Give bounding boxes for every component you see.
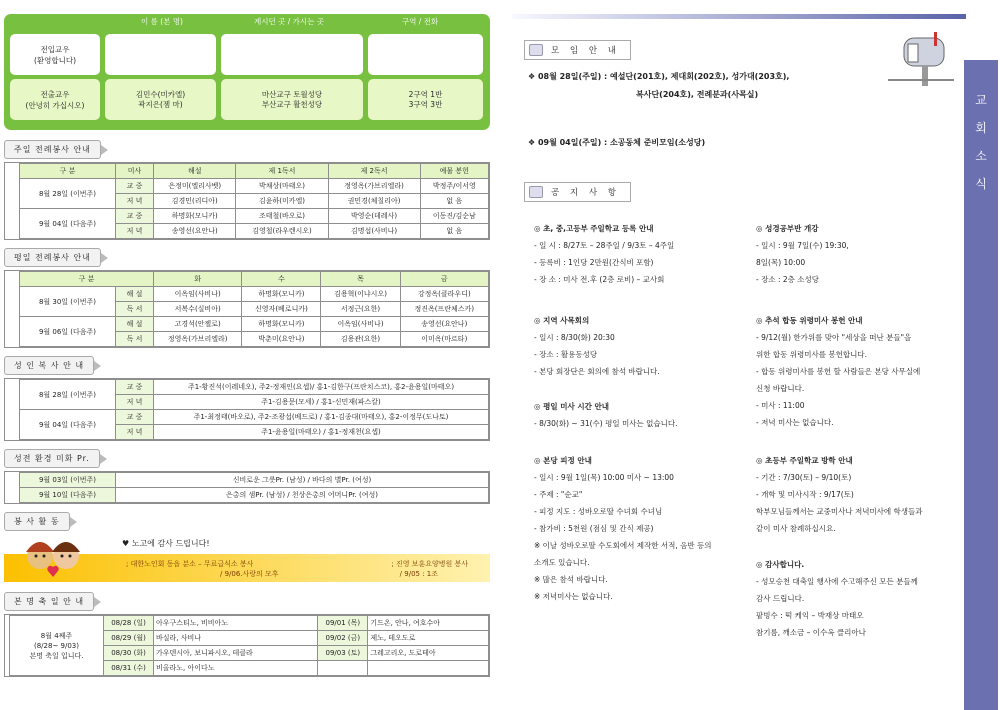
altar-table bbox=[19, 379, 489, 440]
notice-thanks bbox=[756, 556, 918, 641]
col-header: 구 분 bbox=[20, 272, 154, 287]
notice-section-title: 공 지 사 항 bbox=[524, 182, 631, 202]
feast-names: 바실라, 사비나 bbox=[154, 631, 318, 646]
feast-names: 비올라노, 아이다노 bbox=[154, 661, 318, 676]
children-table bbox=[19, 472, 489, 503]
mass-cell: 교 중 bbox=[116, 209, 154, 224]
feast-side-cell: 8월 4째주 (8/28~ 9/03) 본명 축일 입니다. bbox=[10, 616, 104, 676]
col-header: 제 2독서 bbox=[328, 164, 420, 179]
cell: 주1-최정태(바오로), 주2-조광섭(베드로) / 홍1-김종대(마태오), 홍2-이정무(도나토) bbox=[154, 410, 489, 425]
cell: 김경민(리디아) bbox=[154, 194, 236, 209]
col-header: 제 1독서 bbox=[236, 164, 328, 179]
cell: 김용관(요한) bbox=[321, 332, 400, 347]
date-cell: 8월 30일 (이번주) bbox=[20, 287, 116, 317]
feast-section-title: 본 명 축 일 안 내 bbox=[4, 592, 94, 611]
newcomer-out-zone: 2구역 1반 3구역 3반 bbox=[368, 79, 483, 120]
mass-cell: 교 중 bbox=[116, 410, 154, 425]
feast-table-wrap bbox=[4, 614, 490, 677]
side-title-char: 소 bbox=[975, 149, 987, 163]
table-row bbox=[20, 179, 489, 194]
cell: 박정주/이서영 bbox=[420, 179, 488, 194]
cell: 김영철(라우렌시오) bbox=[236, 224, 328, 239]
date-cell: 8월 28일 (이번주) bbox=[20, 179, 116, 209]
cell: 하명화(모니카) bbox=[154, 209, 236, 224]
newcomer-header-place: 계시던 곳 / 가시는 곳 bbox=[253, 17, 325, 26]
col-header: 금 bbox=[400, 272, 488, 287]
feast-date: 08/29 (월) bbox=[104, 631, 154, 646]
bongsa-line2-right: / 9/05 : 1조 bbox=[399, 570, 438, 578]
bongsa-banner bbox=[4, 538, 490, 584]
newcomer-in-label: 전입교우 (환영합니다) bbox=[10, 34, 100, 75]
cell: 권민경(체칠리아) bbox=[328, 194, 420, 209]
date-cell: 8월 28일 (이번주) bbox=[20, 380, 116, 410]
date-cell: 9월 04일 (다음주) bbox=[20, 209, 116, 239]
cell: 박영순(데레사) bbox=[328, 209, 420, 224]
cell: 이동진/김순남 bbox=[420, 209, 488, 224]
feast-date bbox=[318, 661, 368, 676]
feast-names bbox=[368, 661, 489, 676]
newcomer-in-zone bbox=[368, 34, 483, 75]
left-page bbox=[4, 14, 490, 677]
cell: 서복수(실비아) bbox=[154, 302, 242, 317]
notice-district-meeting bbox=[534, 312, 660, 380]
cell: 정영옥(가브리엘라) bbox=[154, 332, 242, 347]
altar-section-title: 성 인 복 사 안 내 bbox=[4, 356, 94, 375]
bongsa-line1-left: ; 대한노인회 동읍 분소 – 무료급식소 봉사 bbox=[126, 560, 254, 568]
cell: 주1-윤용일(마태오) / 홍1-정재천(요셉) bbox=[154, 425, 489, 440]
cell: 신비로운 그릇Pr. (남성) / 바다의 별Pr. (여성) bbox=[116, 473, 489, 488]
newcomer-in-name bbox=[105, 34, 216, 75]
mailbox-icon bbox=[884, 30, 958, 90]
newcomer-row-out bbox=[10, 79, 484, 120]
table-row bbox=[10, 616, 489, 631]
notice-title: ◎ 초, 중,고등부 주일학교 등록 안내 bbox=[534, 224, 654, 233]
notice-body: - 8/30(화) ~ 31(수) 평일 미사는 없습니다. bbox=[534, 419, 678, 428]
sunday-section-title: 주일 전례봉사 안내 bbox=[4, 140, 101, 159]
date-cell: 9월 10일 (다음주) bbox=[20, 488, 116, 503]
newcomer-box bbox=[4, 14, 490, 130]
newcomer-out-name: 김민수(미카엘) 곽지은(젬 마) bbox=[105, 79, 216, 120]
cell: 주1-김용문(모세) / 홍1-신민재(파스칼) bbox=[154, 395, 489, 410]
side-title-char: 회 bbox=[975, 121, 987, 135]
side-title-char: 식 bbox=[975, 177, 987, 191]
bongsa-thanks: ♥ 노고에 감사 드립니다! bbox=[122, 539, 210, 548]
col-header: 미사 bbox=[116, 164, 154, 179]
cell: 이옥임(사비나) bbox=[154, 287, 242, 302]
mass-cell: 저 녁 bbox=[116, 224, 154, 239]
meeting-section-title: 모 임 안 내 bbox=[524, 40, 631, 60]
cell: 서정근(요한) bbox=[321, 302, 400, 317]
couple-illustration-icon bbox=[18, 534, 88, 586]
cell: 이옥임(사비나) bbox=[321, 317, 400, 332]
notice-title: ◎ 본당 피정 안내 bbox=[534, 456, 592, 465]
date-cell: 9월 06일 (다음주) bbox=[20, 317, 116, 347]
cell: 이미옥(마르타) bbox=[400, 332, 488, 347]
bongsa-section-title: 봉 사 활 동 bbox=[4, 512, 70, 531]
cell: 박춘미(요안나) bbox=[242, 332, 321, 347]
mass-cell: 저 녁 bbox=[116, 395, 154, 410]
children-section-title: 성전 환경 미화 Pr. bbox=[4, 449, 100, 468]
notice-body: - 9/12(월) 한가위를 맞아 "세상을 떠난 분들"을 위한 합동 위령미사를 봉헌합니다. - 합동 위령미사를 봉헌 할 사람들은 본당 사무실에 신청 바랍니다. - 미사 : 11:00 - 저녁 미사는 없습니다. bbox=[756, 333, 921, 427]
role-cell: 독 서 bbox=[116, 332, 154, 347]
cell: 조태철(바오로) bbox=[236, 209, 328, 224]
top-gradient-bar bbox=[512, 14, 966, 19]
mass-cell: 저 녁 bbox=[116, 425, 154, 440]
altar-table-wrap bbox=[4, 378, 490, 441]
side-title-char: 교 bbox=[975, 93, 987, 107]
cell: 김명섭(사비나) bbox=[328, 224, 420, 239]
col-header: 해설 bbox=[154, 164, 236, 179]
mass-cell: 교 중 bbox=[116, 380, 154, 395]
notice-memorial-mass bbox=[756, 312, 920, 431]
notice-retreat bbox=[534, 452, 712, 605]
table-header-row bbox=[20, 272, 489, 287]
bongsa-line1-right: ; 진영 보훈요양병원 봉사 bbox=[391, 560, 468, 568]
cell: 하명화(모니카) bbox=[242, 317, 321, 332]
cell: 주1-황진석(이레네오), 주2-정재인(요셉)/ 홍1-김한구(프란치스코), 홍2-윤용일(마태오) bbox=[154, 380, 489, 395]
cell: 박채상(마태오) bbox=[236, 179, 328, 194]
newcomer-row-in bbox=[10, 34, 484, 75]
cell: 은총의 샘Pr. (남성) / 천상은총의 어머니Pr. (여성) bbox=[116, 488, 489, 503]
weekday-section-title: 평일 전례봉사 안내 bbox=[4, 248, 101, 267]
meeting-1-continued: 복사단(204호), 전례분과(사목실) bbox=[636, 90, 759, 99]
cell: 김윤하(미카엘) bbox=[236, 194, 328, 209]
col-header: 화 bbox=[154, 272, 242, 287]
feast-names: 그레고리오, 도로테아 bbox=[368, 646, 489, 661]
sunday-table bbox=[19, 163, 489, 239]
newcomer-in-place bbox=[221, 34, 363, 75]
feast-date: 08/31 (수) bbox=[104, 661, 154, 676]
meeting-2: ❖ 09월 04일(주일) : 소공동체 준비모임(소성당) bbox=[528, 138, 706, 147]
weekday-table-wrap bbox=[4, 270, 490, 348]
cell: 김용혁(이냐시오) bbox=[321, 287, 400, 302]
role-cell: 독 서 bbox=[116, 302, 154, 317]
col-header: 예물 봉헌 bbox=[420, 164, 488, 179]
table-row bbox=[20, 209, 489, 224]
notice-title: ◎ 추석 합동 위령미사 봉헌 안내 bbox=[756, 316, 863, 325]
table-row bbox=[20, 473, 489, 488]
notice-body: - 성모승천 대축일 행사에 수고해주신 모든 분들께 감사 드립니다. 팥빙수 : 떡 케익 – 박재상 마태오 참기름, 깨소금 – 이수옥 클리아나 bbox=[756, 577, 918, 637]
notice-title: ◎ 평일 미사 시간 안내 bbox=[534, 402, 609, 411]
right-page bbox=[512, 14, 998, 704]
notice-body: - 일시 : 9월 7일(수) 19:30, 8일(목) 10:00 - 장소 : 2층 소성당 bbox=[756, 241, 849, 284]
col-header: 구 분 bbox=[20, 164, 116, 179]
newcomer-out-label: 전출교우 (안녕히 가십시오) bbox=[10, 79, 100, 120]
date-cell: 9월 03일 (이번주) bbox=[20, 473, 116, 488]
sunday-table-wrap bbox=[4, 162, 490, 240]
feast-names: 아우구스티노, 비비아노 bbox=[154, 616, 318, 631]
cell: 송영선(요안나) bbox=[154, 224, 236, 239]
newcomer-header-zone: 구역 / 전화 bbox=[401, 17, 439, 26]
cell: 고경석(안젤로) bbox=[154, 317, 242, 332]
cell: 없 음 bbox=[420, 224, 488, 239]
col-header: 목 bbox=[321, 272, 400, 287]
mass-cell: 저 녁 bbox=[116, 194, 154, 209]
notice-bible-study bbox=[756, 220, 849, 288]
notice-title: ◎ 성경공부반 개강 bbox=[756, 224, 819, 233]
cell: 신영자(베로니카) bbox=[242, 302, 321, 317]
table-row bbox=[20, 380, 489, 395]
doc-icon bbox=[529, 186, 543, 198]
bongsa-details bbox=[114, 554, 480, 582]
feast-names: 기드온, 안나, 여호수아 bbox=[368, 616, 489, 631]
notice-body: - 일 시 : 8/27토 – 28주일 / 9/3토 – 4주일 - 등록비 : 1인당 2만원(간식비 포함) - 장 소 : 미사 전.후 (2층 로비) – 교사회 bbox=[534, 241, 675, 284]
cell: 강정옥(클라우디) bbox=[400, 287, 488, 302]
children-table-wrap bbox=[4, 471, 490, 504]
table-header-row bbox=[20, 164, 489, 179]
cell: 은정미(엘리사벳) bbox=[154, 179, 236, 194]
feast-date: 09/01 (목) bbox=[318, 616, 368, 631]
role-cell: 해 설 bbox=[116, 287, 154, 302]
col-header: 수 bbox=[242, 272, 321, 287]
weekday-table bbox=[19, 271, 489, 347]
notice-body: - 기간 : 7/30(토) – 9/10(토) - 개학 및 미사시작 : 9/17(토) 학부모님들께서는 교중미사나 저녁미사에 학생들과 같이 미사 참례하십시요. bbox=[756, 473, 923, 533]
table-row bbox=[20, 410, 489, 425]
role-cell: 해 설 bbox=[116, 317, 154, 332]
feast-names: 가우덴시아, 보니파시오, 테클라 bbox=[154, 646, 318, 661]
cell: 없 음 bbox=[420, 194, 488, 209]
feast-names: 제노, 테오도로 bbox=[368, 631, 489, 646]
table-row bbox=[20, 317, 489, 332]
notice-registration bbox=[534, 220, 674, 288]
feast-date: 09/03 (토) bbox=[318, 646, 368, 661]
side-banner bbox=[964, 60, 998, 710]
cell: 송영선(요안나) bbox=[400, 317, 488, 332]
notice-title: ◎ 초등부 주일학교 방학 안내 bbox=[756, 456, 853, 465]
feast-date: 09/02 (금) bbox=[318, 631, 368, 646]
bongsa-line2-left: / 9/06.사랑의 모후 bbox=[220, 570, 279, 578]
cell: 하명화(모니카) bbox=[242, 287, 321, 302]
table-row bbox=[20, 488, 489, 503]
feast-table bbox=[9, 615, 489, 676]
feast-date: 08/28 (일) bbox=[104, 616, 154, 631]
cell: 정영옥(가브리엘라) bbox=[328, 179, 420, 194]
notice-title: ◎ 지역 사목회의 bbox=[534, 316, 590, 325]
notice-weekday-mass bbox=[534, 398, 677, 432]
mass-cell: 교 중 bbox=[116, 179, 154, 194]
notice-body: - 일시 : 8/30(화) 20:30 - 장소 : 활용동성당 - 본당 회장단은 회의에 참석 바랍니다. bbox=[534, 333, 660, 376]
notice-school-vacation bbox=[756, 452, 923, 537]
table-row bbox=[20, 287, 489, 302]
newcomer-out-place: 마산교구 토월성당 부산교구 활천성당 bbox=[221, 79, 363, 120]
doc-icon bbox=[529, 44, 543, 56]
notice-title: ◎ 감사합니다. bbox=[756, 560, 805, 569]
cell: 정진옥(프란체스카) bbox=[400, 302, 488, 317]
date-cell: 9월 04일 (다음주) bbox=[20, 410, 116, 440]
newcomer-header-name: 이 름 (본 명) bbox=[141, 17, 183, 26]
feast-date: 08/30 (화) bbox=[104, 646, 154, 661]
notice-body: - 일시 : 9월 1일(목) 10:00 미사 ~ 13:00 - 주제 : "순교" - 피정 지도 : 성바오로딸 수녀회 수녀님 - 참가비 : 5천원 (점심 및 간식 제공) ※ 이날 성바오로딸 수도회에서 제작한 서적, 음반 등의 소개도 있습니다. ※ 많은 참석 바랍니다. ※ 저녁미사는 없습니다. bbox=[534, 473, 712, 601]
meeting-1: ❖ 08월 28일(주일) : 예설단(201호), 제대회(202호), 성가대(203호), bbox=[528, 72, 790, 81]
